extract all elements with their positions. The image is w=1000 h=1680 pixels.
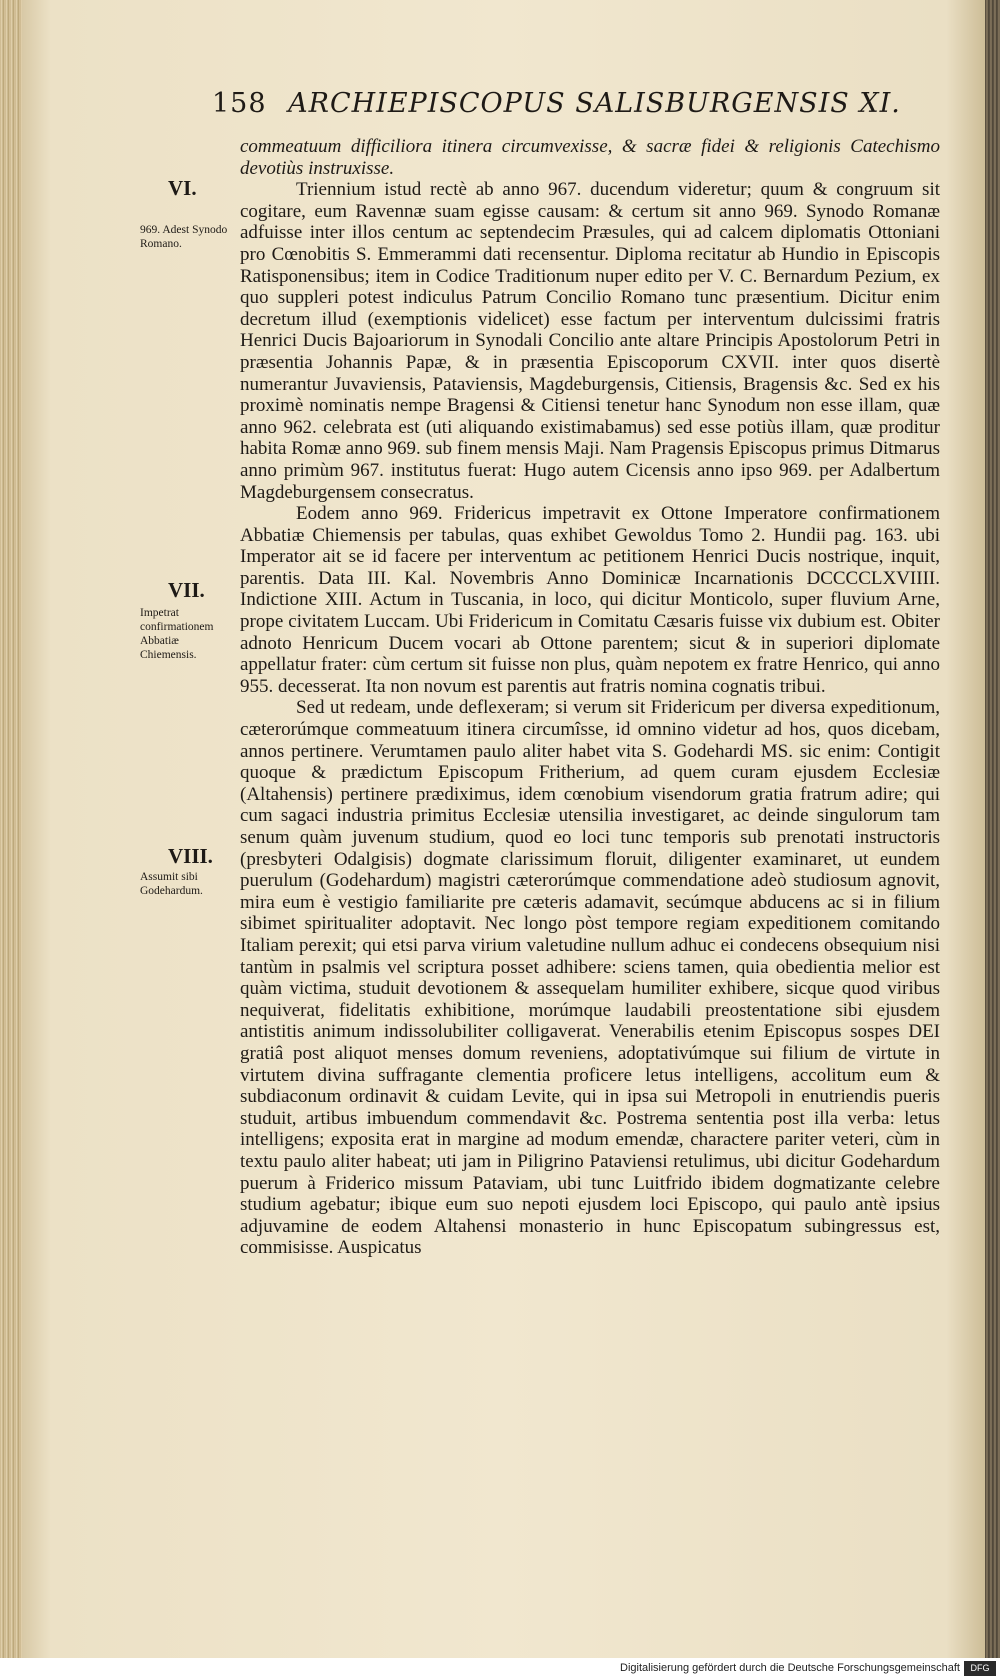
book-edge — [0, 0, 22, 1658]
margin-note-godehard: Assumit sibi Godehardum. — [140, 871, 203, 897]
margin-note-synod: 969. Adest Synodo Romano. — [140, 224, 228, 250]
paragraph-continuation: commeatuum difficiliora itinera circumvexisse, & sacræ fidei & religionis Catechismo devotiùs instruxisse. — [240, 136, 940, 179]
page-number: 158 — [212, 88, 267, 119]
body-text — [240, 136, 940, 1259]
paragraph-vii: Eodem anno 969. Fridericus impetravit ex Ottone Imperatore confirmationem Abbatiæ Chiemensis per tabulas, quas exhibet Gewoldus Tomo 2. Hundii pag. 163. ubi Imperator ait se id facere per interventum ac petitionem Henrici Ducis nostrique, inquit, parentis. Data III. Kal. Novembris Anno Dominicæ Incarnationis DCCCCLXVIIII. Indictione XIII. Actum in Tuscania, in loco, qui dicitur Monticolo, super fluvium Arne, prope civitatem Luccam. Ubi Fridericum in Comitatu Cæsaris fuisse vix dubium est. Obiter adnoto Henricum Ducem vocari ab Ottone parentem; sicut & in superiori diplomate appellatur frater: cùm certum sit fuisse non plus, quàm nepotem ex fratre Henrico, qui anno 955. decesserat. Ita non novum est parentis aut fratris nomina cognatis tribui. — [240, 503, 940, 697]
dfg-logo: DFG — [964, 1661, 996, 1676]
running-header — [212, 88, 912, 119]
footer-bar — [0, 1658, 1000, 1680]
section-number-vii: VII. — [168, 578, 205, 602]
footer-credit: Digitalisierung gefördert durch die Deutsche Forschungsgemeinschaft — [620, 1662, 960, 1674]
book-edge-right — [985, 0, 1000, 1658]
running-title: ARCHIEPISCOPUS SALISBURGENSIS XI. — [288, 88, 901, 119]
paragraph-vi: Triennium istud rectè ab anno 967. ducendum videretur; quum & congruum sit cogitare, eum Ravennæ suam egisse causam: & certum sit anno 969. Synodo Romanæ adfuisse inter illos centum ac septendecim Præsules, qui ad calcem diplomatis Ottoniani pro Cœnobitis S. Emmerammi dati recensentur. Diploma recitatur ab Hundio in Episcopis Ratisponensibus; item in Codice Traditionum nuper edito per V. C. Bernardum Pezium, ex quo suppleri potest indiculus Patrum Concilio Romano tunc præsentium. Dicitur enim decretum illud (exemptionis videlicet) esse factum per interventum dulcissimi fratris Henrici Ducis Bajoariorum in Synodali Concilio ante altare Principis Apostolorum Petri in præsentia Johannis Papæ, & in præsentia Episcoporum CXVII. inter quos disertè numerantur Juvaviensis, Pataviensis, Magdeburgensis, Citiensis, Bragensis &c. Sed ex his proximè nominatis nempe Bragensi & Citiensi tenetur hanc Synodum non esse illam, quæ anno 962. celebrata est (uti aliquando existimabamus) sed esse potiùs illam, quæ proditur habita Romæ anno 969. sub finem mensis Maji. Nam Pragensis Episcopus primus Ditmarus anno primùm 967. institutus fuerat: Hugo autem Cicensis anno ipso 969. per Adalbertum Magdeburgensem consecratus. — [240, 179, 940, 503]
page — [22, 0, 985, 1658]
section-number-vi: VI. — [168, 176, 197, 200]
margin-note-chiemsee: Impetrat confirmationem Abbatiæ Chiemensis. — [140, 607, 214, 661]
paragraph-viii: Sed ut redeam, unde deflexeram; si verum sit Fridericum per diversa expeditionum, cæterorúmque commeatuum itinera circumîsse, id omnino videtur ad hos, quos dicebam, annos pertinere. Verumtamen paulo aliter habet vita S. Godehardi MS. sic enim: Contigit quoque & prædictum Episcopum Fritherium, ad quem curam ejusdem Ecclesiæ (Altahensis) pertinere prædiximus, idem cœnobium visendorum gratia fratrum adire; qui cum sagaci industria primitus Ecclesiæ utensilia investigaret, ac deinde singulorum tam senum quàm juvenum studium, quod eo loci tunc temporis sub prenotati instructoris (presbyteri Odalgisis) dogmate clarissimum floruit, diligenter examinaret, ut eundem puerulum (Godehardum) magistri cæterorúmque commendatione adeò studiosum agnovit, mira eum è vestigio familiarite pre cæteris adamavit, secúmque abducens ac si in filium sibimet spiritualiter adoptavit. Nec longo pòst tempore regiam expeditionem comitando Italiam perexit; qui etsi parva virium valetudine nullum adhuc ei condecens obsequium nisi tantùm in psalmis vel scriptura posset adhibere: sciens tamen, quia obedientia melior est quàm victima, studuit devotionem & assequelam humiliter exhibere, sicque quod viribus nequiverat, fidelitatis exhibitione, morúmque laudabili preostentatione sibi ejusdem antistitis animum indissolubiliter colligaverat. Venerabilis etenim Episcopus sospes DEI gratiâ post aliquot menses domum reveniens, adoptativúmque sui filium de virtute in virtutem divina suffragante clementia proficere letus intelligens, accolitum eum & subdiaconum ordinavit & cuidam Levite, qui in ipsa sui Metropoli in enutriendis pueris studuit, artibus imbuendum commendavit &c. Postrema sententia post illa verba: letus intelligens; exposita erat in margine ad modum emendæ, charactere pariter veteri, cùm in textu paulo aliter habeat; uti jam in Piligrino Pataviensi retulimus, ubi dicitur Godehardum puerum à Friderico missum Pataviam, ubi tunc Luitfrido ibidem dogmatizante celebre studium agebatur; ibique eum suo nepoti ejusdem loci Episcopo, qui paulo antè ipsius adjuvamine de eodem Altahensi monasterio in hunc Episcopatum subingressus est, commisisse. Auspicatus — [240, 697, 940, 1259]
section-number-viii: VIII. — [168, 844, 213, 868]
